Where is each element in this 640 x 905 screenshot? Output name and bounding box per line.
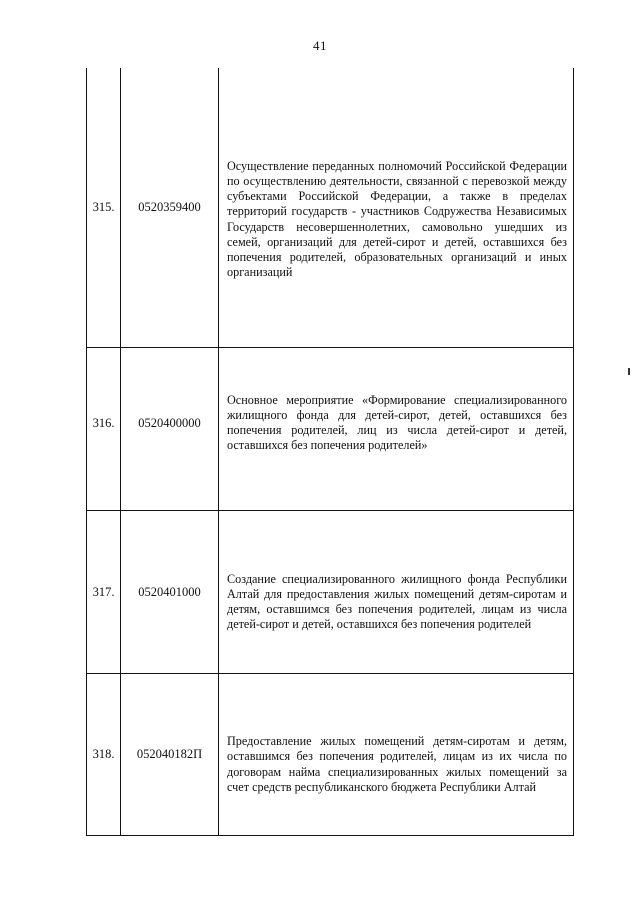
row-description-cell xyxy=(219,511,573,673)
row-description: Основное мероприятие «Формирование специализированного жилищного фонда для детей-сирот, детей, оставшихся без попечения родителей, лиц из числа детей-сирот и детей, оставшихся без попечения родителей» xyxy=(227,392,567,453)
row-description-cell xyxy=(219,674,573,835)
row-number: 315. xyxy=(87,68,121,347)
row-description: Создание специализированного жилищного фонда Республики Алтай для предоставления жилых помещений детям-сиротам и детям, оставшимся без попечения родителей, лицам из числа детей-сирот и детей, оставшихся без попечения родителей xyxy=(227,571,567,632)
row-number: 316. xyxy=(87,348,121,510)
table-row xyxy=(87,510,573,673)
table-row xyxy=(87,68,573,347)
row-description: Предоставление жилых помещений детям-сиротам и детям, оставшимся без попечения родителей, лицам из их числа по договорам найма специализированных жилых помещений за счет средств республиканского бюджета Республики Алтай xyxy=(227,734,567,794)
page-number: 41 xyxy=(313,38,327,53)
budget-classification-table xyxy=(86,68,574,836)
row-number: 317. xyxy=(87,511,121,673)
row-code: 0520400000 xyxy=(121,348,219,510)
row-code: 0520401000 xyxy=(121,511,219,673)
scan-margin-mark xyxy=(628,368,630,375)
row-description-cell xyxy=(219,348,573,510)
row-description: Осуществление переданных полномочий Российской Федерации по осуществлению деятельности, связанной с перевозкой между субъектами Российской Федерации, а также в пределах территорий государств - участников Содружества Независимых Государств несовершеннолетних, самовольно ушедших из семей, организаций для детей-сирот и детей, оставшихся без попечения родителей, образовательных организаций и иных организаций xyxy=(227,158,567,280)
row-number: 318. xyxy=(87,674,121,835)
table-row xyxy=(87,347,573,510)
table-row xyxy=(87,673,573,835)
row-code: 052040182П xyxy=(121,674,219,835)
row-code: 0520359400 xyxy=(121,68,219,347)
row-description-cell xyxy=(219,68,573,347)
